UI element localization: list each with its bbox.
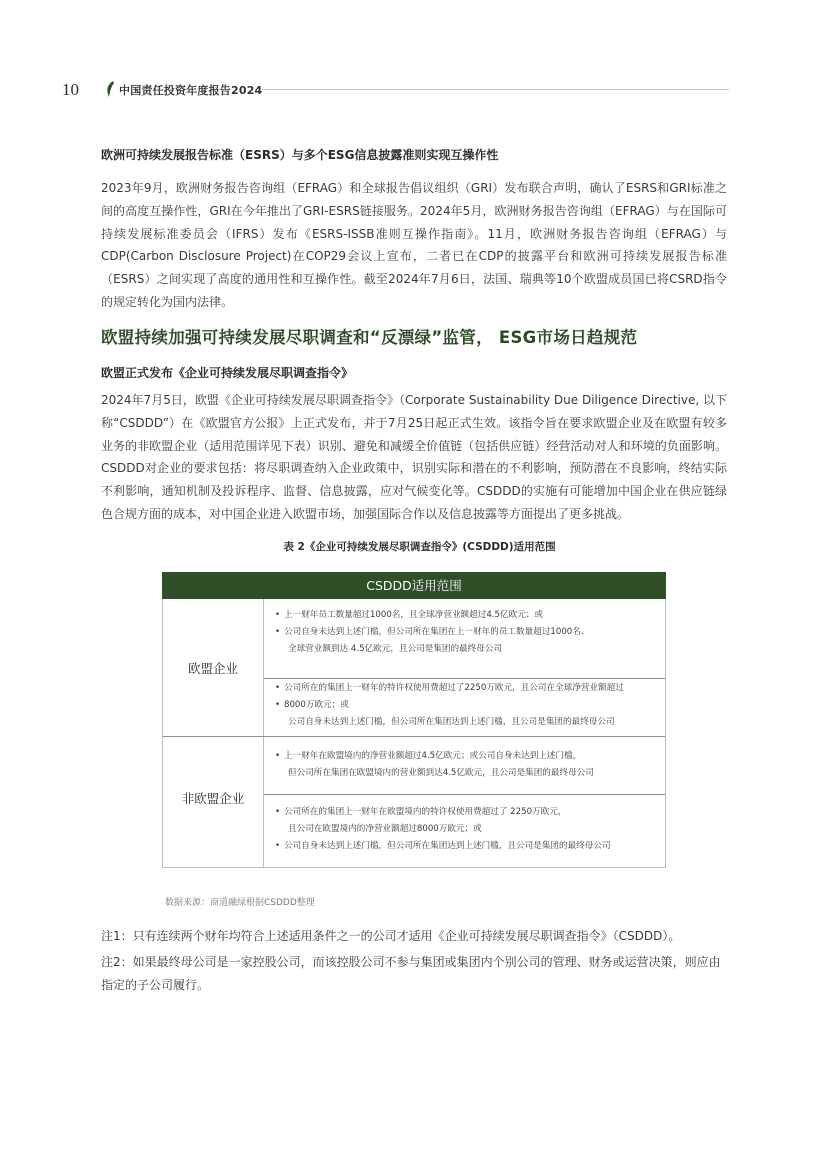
list-item-continuation: 全球营业额到达 4.5亿欧元，且公司是集团的最终母公司 [288,644,503,654]
row-label-non-eu: 非欧盟企业 [181,791,245,806]
list-item: • 8000万欧元；或 [275,700,349,710]
list-item-continuation: 但公司所在集团在欧盟境内的营业额到达4.5亿欧元，且公司是集团的最终母公司 [288,768,594,778]
footnote-1: 注1：只有连续两个财年均符合上述适用条件之一的公司才适用《企业可持续发展尽职调查指令》（CSDDD）。 [101,929,681,943]
report-title: 中国责任投资年度报告2024 [119,84,263,97]
non-eu-criteria-block-2 [275,804,661,855]
row-divider [163,736,665,737]
section-heading-csddd: 欧盟持续加强可持续发展尽职调查和“反漂绿”监管， ESG市场日趋规范 [101,328,638,347]
list-item: • 公司自身未达到上述门槛，但公司所在集团达到上述门槛，且公司是集团的最终母公司 [275,841,611,851]
table-header: CSDDD适用范围 [162,572,666,599]
list-item-continuation: 且公司在欧盟境内的净营业额超过8000万欧元；或 [288,824,482,834]
column-divider [263,599,264,868]
leaf-icon [105,81,115,98]
subheading-csddd: 欧盟正式发布《企业可持续发展尽职调查指令》 [101,366,354,380]
cell-divider [264,678,665,679]
table-source: 数据来源：商道融绿根据CSDDD整理 [165,898,315,908]
cell-divider [264,794,665,795]
list-item: • 公司所在的集团上一财年在欧盟境内的特许权使用费超过了 2250万欧元， [275,807,567,817]
list-item: • 公司所在的集团上一财年的特许权使用费超过了2250万欧元，且公司在全球净营业额超过 [275,683,624,693]
eu-criteria-block-2 [275,680,661,731]
table-caption: 表 2《企业可持续发展尽职调查指令》(CSDDD)适用范围 [283,541,556,553]
paragraph-csddd: 2024年7月5日，欧盟《企业可持续发展尽职调查指令》（Corporate Sustainability Due Diligence Directive, 以下称“CSDDD”）在《欧盟官方公报》上正式发布，并于7月25日起正式生效。该指令旨在要求欧盟企业及在欧盟有较多业务的非欧盟企业（适用范围详见下表）识别、避免和减缓全价值链（包括供应链）经营活动对人和环境的负面影响。CSDDD对企业的要求包括：将尽职调查纳入企业政策中，识别实际和潜在的不利影响，预防潜在不良影响，终结实际不利影响，通知机制及投诉程序、监督、信息披露，应对气候变化等。CSDDD的实施有可能增加中国企业在供应链绿色合规方面的成本，对中国企业进入欧盟市场，加强国际合作以及信息披露等方面提出了更多挑战。 [101,393,727,521]
list-item: • 上一财年员工数量超过1000名，且全球净营业额超过4.5亿欧元；或 [275,610,543,620]
page-header [0,76,839,104]
scope-table [162,572,666,868]
footnote-2: 注2：如果最终母公司是一家控股公司，而该控股公司不参与集团或集团内个别公司的管理、财务或运营决策，则应由指定的子公司履行。 [101,955,721,992]
eu-criteria-block-1 [275,607,661,658]
section-heading-esrs: 欧洲可持续发展报告标准（ESRS）与多个ESG信息披露准则实现互操作性 [101,148,499,162]
page-number: 10 [62,80,79,99]
paragraph-esrs: 2023年9月，欧洲财务报告咨询组（EFRAG）和全球报告倡议组织（GRI）发布联合声明，确认了ESRS和GRI标准之间的高度互操作性，GRI在今年推出了GRI-ESRS链接服务。2024年5月，欧洲财务报告咨询组（EFRAG）与在国际可持续发展标准委员会（IFRS）发布《ESRS-ISSB准则互操作指南》。11月，欧洲财务报告咨询组（EFRAG）与CDP(Carbon Disclosure Project)在COP29会议上宣布，二者已在CDP的披露平台和欧洲可持续发展报告标准（ESRS）之间实现了高度的通用性和互操作性。截至2024年7月6日，法国、瑞典等10个欧盟成员国已将CSRD指令的规定转化为国内法律。 [101,181,727,309]
row-label-eu: 欧盟企业 [187,661,238,676]
header-divider [262,89,729,90]
non-eu-criteria-block-1 [275,748,661,782]
list-item-continuation: 公司自身未达到上述门槛，但公司所在集团达到上述门槛，且公司是集团的最终母公司 [288,717,615,727]
list-item: • 上一财年在欧盟境内的净营业额超过4.5亿欧元；或公司自身未达到上述门槛， [275,751,582,761]
list-item: • 公司自身未达到上述门槛，但公司所在集团在上一财年的员工数量超过1000名、 [275,627,590,637]
